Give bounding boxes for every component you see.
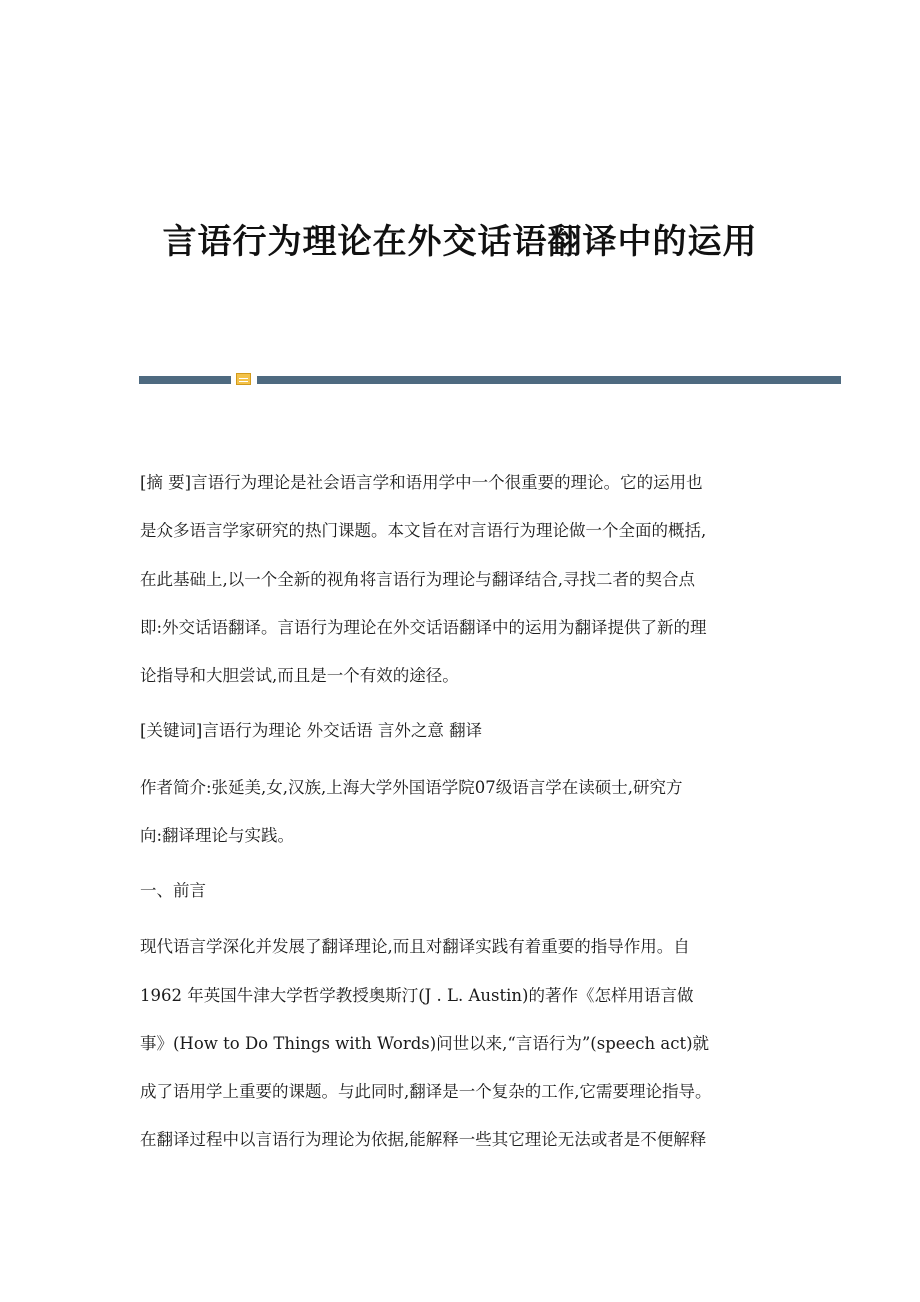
abstract-line-1: [摘 要]言语行为理论是社会语言学和语用学中一个很重要的理论。它的运用也 — [140, 473, 703, 492]
author-line-2: 向:翻译理论与实践。 — [140, 826, 295, 845]
section-heading: 一、前言 — [140, 881, 206, 900]
author-line-1: 作者简介:张延美,女,汉族,上海大学外国语学院07级语言学在读硕士,研究方 — [140, 778, 683, 797]
intro-line-1: 现代语言学深化并发展了翻译理论,而且对翻译实践有着重要的指导作用。自 — [140, 937, 690, 956]
abstract-line-2: 是众多语言学家研究的热门课题。本文旨在对言语行为理论做一个全面的概括, — [140, 521, 707, 540]
intro-line-3: 事》(How to Do Things with Words)问世以来,“言语行为”(speech act)就 — [140, 1034, 710, 1053]
abstract-line-5: 论指导和大胆尝试,而且是一个有效的途径。 — [140, 666, 459, 685]
intro-line-2: 1962 年英国牛津大学哲学教授奥斯汀(J . L. Austin)的著作《怎样用语言做 — [140, 986, 694, 1005]
title-rule-right — [257, 376, 841, 384]
abstract-line-4: 即:外交话语翻译。言语行为理论在外交话语翻译中的运用为翻译提供了新的理 — [140, 618, 707, 637]
intro-line-4: 成了语用学上重要的课题。与此同时,翻译是一个复杂的工作,它需要理论指导。 — [140, 1082, 712, 1101]
title-rule-left — [139, 376, 231, 384]
keywords-line: [关键词]言语行为理论 外交话语 言外之意 翻译 — [140, 721, 483, 740]
intro-line-5: 在翻译过程中以言语行为理论为依据,能解释一些其它理论无法或者是不便解释 — [140, 1130, 707, 1149]
document-title: 言语行为理论在外交话语翻译中的运用 — [162, 222, 758, 262]
document-marker-icon — [236, 373, 251, 385]
abstract-line-3: 在此基础上,以一个全新的视角将言语行为理论与翻译结合,寻找二者的契合点 — [140, 570, 695, 589]
